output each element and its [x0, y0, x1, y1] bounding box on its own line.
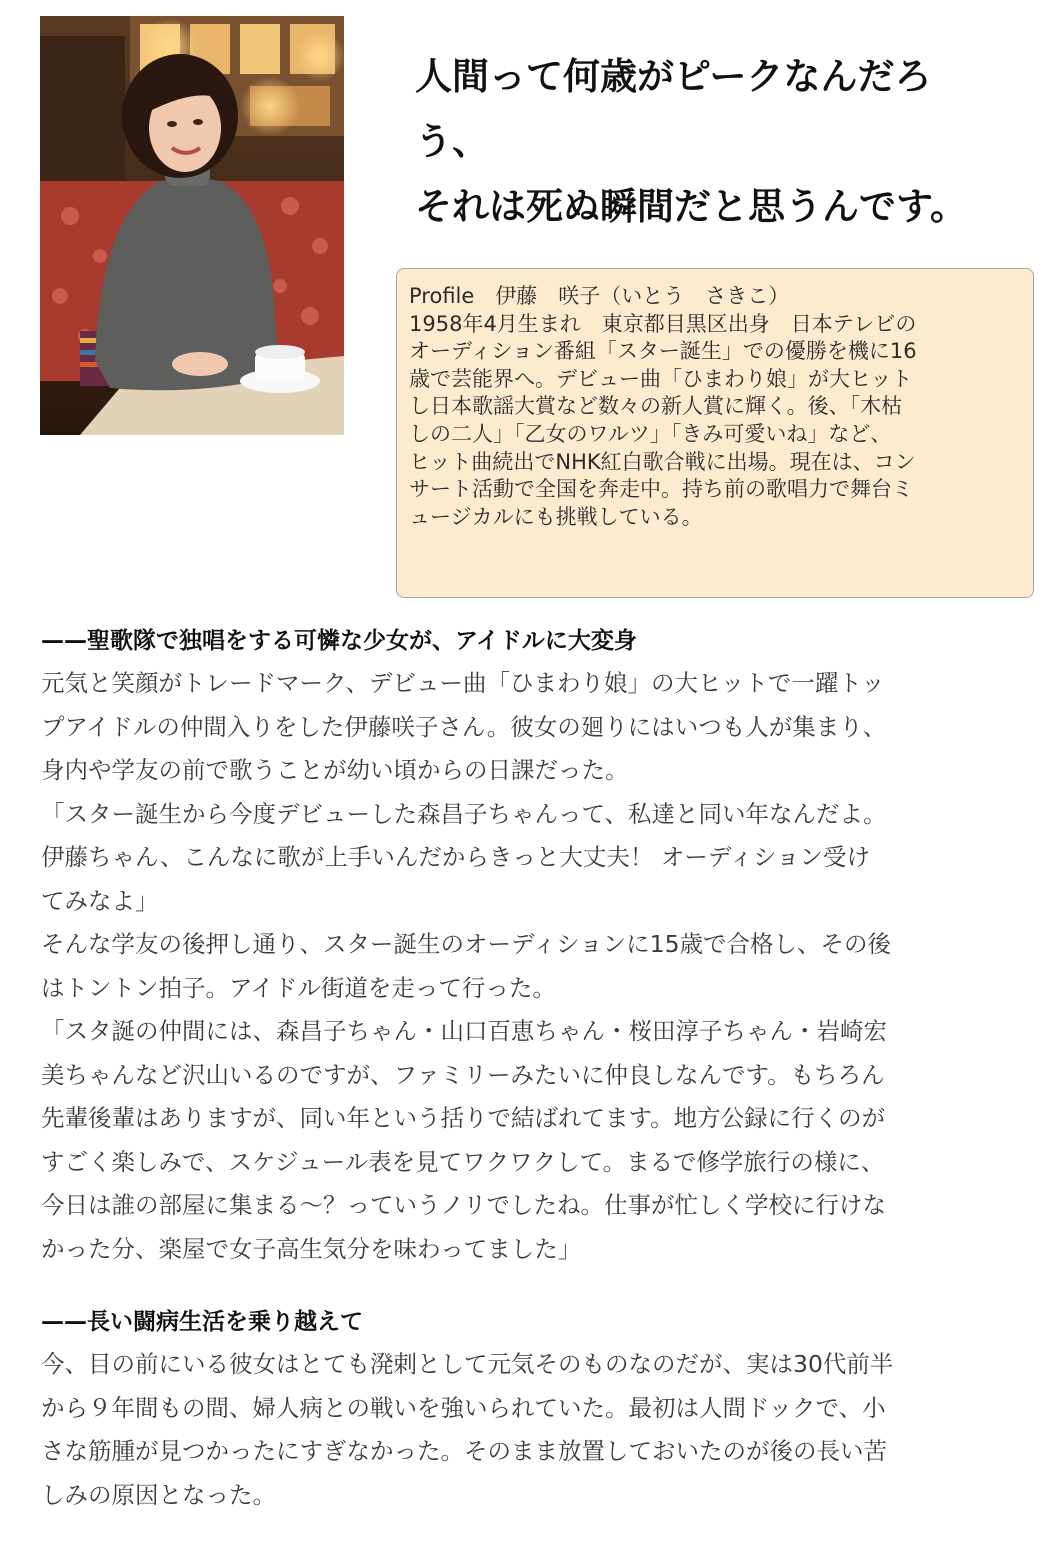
headline-line-2: う、 — [415, 120, 489, 163]
headline-line-3: それは死ぬ瞬間だと思うんです。 — [415, 185, 968, 228]
section-2-title: ——長い闘病生活を乗り越えて — [41, 1309, 363, 1335]
profile-box — [396, 268, 1034, 598]
headline-line-1: 人間って何歳がピークなんだろ — [415, 55, 932, 98]
article-body — [41, 620, 1051, 1517]
section-1-title: ——聖歌隊で独唱をする可憐な少女が、アイドルに大変身 — [41, 628, 637, 654]
portrait-photo — [40, 16, 344, 435]
section-1-body: 元気と笑顔がトレードマーク、デビュー曲「ひまわり娘」の大ヒットで一躍トッ プアイドルの仲間入りをした伊藤咲子さん。彼女の廻りにはいつも人が集まり、 身内や学友の前で歌うことが幼い頃からの日課だった。 「スター誕生から今度デビューした森昌子ちゃんって、私達と同い年なんだよ。 伊藤ちゃん、こんなに歌が上手いんだからきっと大丈夫！ オーディション受け てみなよ」 そんな学友の後押し通り、スター誕生のオーディションに15歳で合格し、その後 はトントン拍子。アイドル街道を走って行った。 「スタ誕の仲間には、森昌子ちゃん・山口百恵ちゃん・桜田淳子ちゃん・岩崎宏 美ちゃんなど沢山いるのですが、ファミリーみたいに仲良しなんです。もちろん 先輩後輩はありますが、同い年という括りで結ばれてます。地方公録に行くのが すごく楽しみで、スケジュール表を見てワクワクして。まるで修学旅行の様に、 今日は誰の部屋に集まる～？っていうノリでしたね。仕事が忙しく学校に行けな かった分、楽屋で女子高生気分を味わってました」 — [41, 669, 892, 1263]
headline — [415, 44, 1035, 239]
section-spacer — [41, 1271, 1051, 1301]
profile-text: Profile 伊藤 咲子（いとう さきこ） 1958年4月生まれ 東京都目黒区出身 日本テレビの オーディション番組「スター誕生」での優勝を機に16 歳で芸能界へ。デビュー曲「ひまわり娘」が大ヒット し日本歌謡大賞など数々の新人賞に輝く。後、「木枯 しの二人」「乙女のワルツ」「きみ可愛いね」など、 ヒット曲続出でNHK紅白歌合戦に出場。現在は、コン サート活動で全国を奔走中。持ち前の歌唱力で舞台ミ ュージカルにも挑戦している。 — [409, 284, 917, 529]
section-2-body: 今、目の前にいる彼女はとても溌剌として元気そのものなのだが、実は30代前半 から９年間もの間、婦人病との戦いを強いられていた。最初は人間ドックで、小 さな筋腫が見つかったにすぎなかった。そのまま放置しておいたのが後の長い苦 しみの原因となった。 — [41, 1350, 894, 1509]
